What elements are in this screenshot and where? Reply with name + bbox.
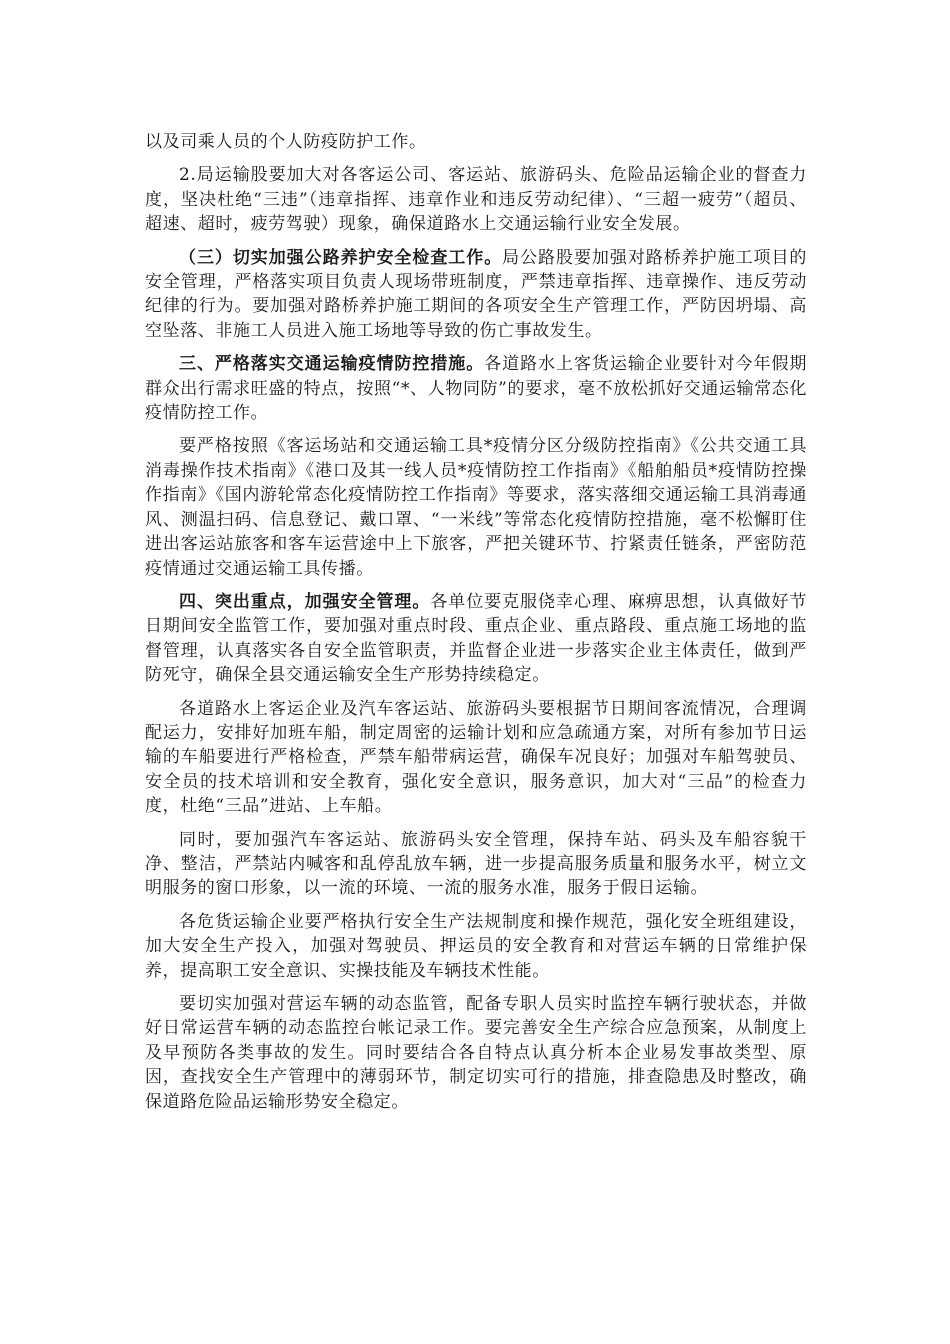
- section-heading-three: 三、严格落实交通运输疫情防控措施。: [179, 354, 485, 375]
- paragraph-3: [145, 352, 807, 425]
- paragraph-1: [145, 163, 807, 236]
- paragraph-3-text: 各道路水上客货运输企业要针对今年假期群众出行需求旺盛的特点，按照“*、人物同防”的要求，毫不放松抓好交通运输常态化疫情防控工作。: [145, 354, 807, 424]
- paragraph-5: [145, 590, 807, 688]
- paragraph-9-text: 要切实加强对营运车辆的动态监管，配备专职人员实时监控车辆行驶状态，并做好日常运营车辆的动态监控台帐记录工作。要完善安全生产综合应急预案，从制度上及早预防各类事故的发生。同时要结合各自特点认真分析本企业易发事故类型、原因，查找安全生产管理中的薄弱环节，制定切实可行的措施，排查隐患及时整改，确保道路危险品运输形势安全稳定。: [145, 994, 807, 1112]
- paragraph-5-text: 各单位要克服侥幸心理、麻痹思想，认真做好节日期间安全监管工作，要加强对重点时段、重点企业、重点路段、重点施工场地的监督管理，认真落实各自安全监管职责，并监督企业进一步落实企业主体责任，做到严防死守，确保全县交通运输安全生产形势持续稳定。: [145, 591, 807, 686]
- paragraph-7-text: 同时，要加强汽车客运站、旅游码头安全管理，保持车站、码头及车船容貌干净、整洁，严禁站内喊客和乱停乱放车辆，进一步提高服务质量和服务水平，树立文明服务的窗口形象，以一流的环境、一流的服务水准，服务于假日运输。: [145, 829, 807, 899]
- paragraph-4-text: 要严格按照《客运场站和交通运输工具*疫情分区分级防控指南》《公共交通工具消毒操作技术指南》《港口及其一线人员*疫情防控工作指南》《船舶船员*疫情防控操作指南》《国内游轮常态化疫情防控工作指南》等要求，落实落细交通运输工具消毒通风、测温扫码、信息登记、戴口罩、“一米线”等常态化疫情防控措施，毫不松懈盯住进出客运站旅客和客车运营途中上下旅客，严把关键环节、拧紧责任链条，严密防范疫情通过交通运输工具传播。: [145, 436, 807, 579]
- document-body: [145, 130, 807, 1123]
- paragraph-8: [145, 910, 807, 983]
- paragraph-2: [145, 246, 807, 344]
- section-heading-3: （三）切实加强公路养护安全检查工作。: [179, 247, 503, 268]
- paragraph-0: [145, 130, 807, 154]
- paragraph-6-text: 各道路水上客运企业及汽车客运站、旅游码头要根据节日期间客流情况，合理调配运力，安排好加班车船，制定周密的运输计划和应急疏通方案，对所有参加节日运输的车船要进行严格检查，严禁车船带病运营，确保车况良好；加强对车船驾驶员、安全员的技术培训和安全教育，强化安全意识，服务意识，加大对“三品”的检查力度，杜绝“三品”进站、上车船。: [145, 698, 807, 817]
- paragraph-0-text: 以及司乘人员的个人防疫防护工作。: [145, 132, 427, 152]
- section-heading-four: 四、突出重点，加强安全管理。: [179, 591, 431, 612]
- paragraph-7: [145, 828, 807, 901]
- paragraph-8-text: 各危货运输企业要严格执行安全生产法规制度和操作规范，强化安全班组建设，加大安全生产投入，加强对驾驶员、押运员的安全教育和对营运车辆的日常维护保养，提高职工安全意识、实操技能及车辆技术性能。: [145, 911, 807, 981]
- paragraph-1-text: 2.局运输股要加大对各客运公司、客运站、旅游码头、危险品运输企业的督查力度，坚决杜绝“三违”（违章指挥、违章作业和违反劳动纪律）、“三超一疲劳”（超员、超速、超时，疲劳驾驶）现象，确保道路水上交通运输行业安全发展。: [145, 165, 807, 235]
- paragraph-9: [145, 992, 807, 1114]
- paragraph-2-text: 局公路股要加强对路桥养护施工项目的安全管理，严格落实项目负责人现场带班制度，严禁违章指挥、违章操作、违反劳动纪律的行为。要加强对路桥养护施工期间的各项安全生产管理工作，严防因坍塌、高空坠落、非施工人员进入施工场地等导致的伤亡事故发生。: [145, 247, 807, 341]
- paragraph-6: [145, 697, 807, 819]
- paragraph-4: [145, 434, 807, 580]
